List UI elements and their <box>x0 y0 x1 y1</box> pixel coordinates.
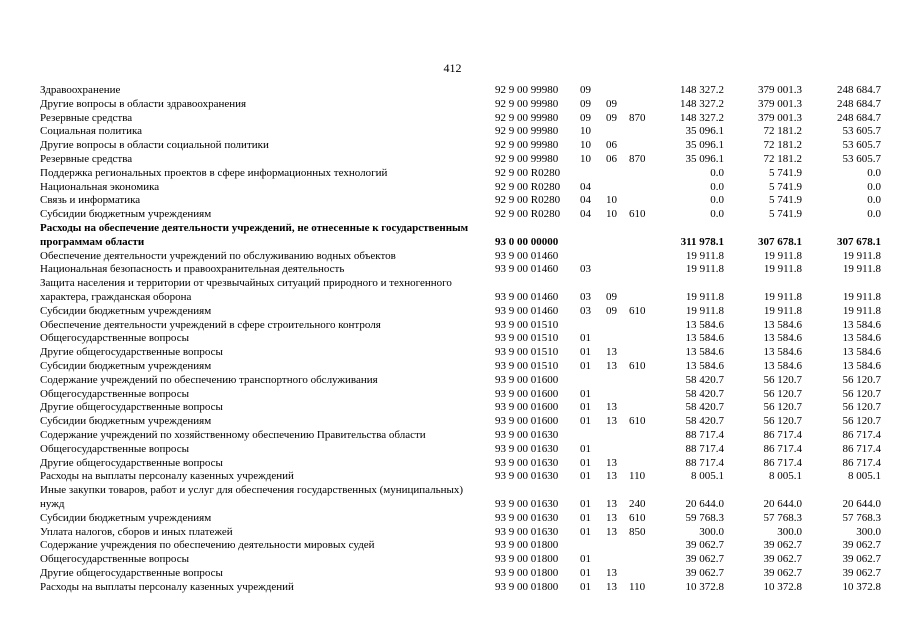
row-code: 93 9 00 01630 <box>495 497 559 510</box>
row-section: 04 <box>580 208 591 221</box>
row-subsection: 13 <box>606 415 617 428</box>
row-value-year3: 56 120.7 <box>842 415 881 428</box>
row-code: 93 9 00 01630 <box>495 511 559 524</box>
row-value-year2: 379 001.3 <box>758 97 802 110</box>
table-row <box>0 263 905 277</box>
row-value-year1: 311 978.1 <box>680 235 724 248</box>
table-row <box>0 470 905 484</box>
row-value-year1: 39 062.7 <box>685 539 724 552</box>
row-code: 93 9 00 01460 <box>495 249 559 262</box>
row-value-year1: 19 911.8 <box>685 290 724 303</box>
row-value-year3: 57 768.3 <box>842 511 881 524</box>
table-row <box>0 153 905 167</box>
row-value-year3: 20 644.0 <box>842 497 881 510</box>
row-section: 04 <box>580 194 591 207</box>
row-code: 93 9 00 01510 <box>495 332 559 345</box>
row-code: 93 9 00 01460 <box>495 263 559 276</box>
row-subsection: 06 <box>606 152 617 165</box>
row-name: Субсидии бюджетным учреждениям <box>40 415 212 428</box>
row-value-year1: 0.0 <box>710 194 724 207</box>
row-value-year1: 58 420.7 <box>685 373 724 386</box>
table-row <box>0 181 905 195</box>
table-row <box>0 581 905 595</box>
row-value-year3: 0.0 <box>867 194 881 207</box>
row-value-year2: 13 584.6 <box>763 346 802 359</box>
row-value-year2: 379 001.3 <box>758 111 802 124</box>
row-value-year2: 86 717.4 <box>763 428 802 441</box>
table-row <box>0 388 905 402</box>
row-value-year1: 58 420.7 <box>685 401 724 414</box>
row-subsection: 09 <box>606 290 617 303</box>
row-section: 01 <box>580 525 591 538</box>
row-code: 93 9 00 01600 <box>495 401 559 414</box>
table-row <box>0 208 905 222</box>
row-value-year2: 56 120.7 <box>763 387 802 400</box>
row-subsection: 13 <box>606 359 617 372</box>
row-value-year1: 13 584.6 <box>685 332 724 345</box>
row-section: 09 <box>580 84 591 96</box>
row-code: 93 9 00 01630 <box>495 470 559 483</box>
row-expense-type: 110 <box>629 470 646 483</box>
row-value-year3: 19 911.8 <box>842 304 881 317</box>
row-name: Уплата налогов, сборов и иных платежей <box>40 525 233 538</box>
row-section: 01 <box>580 387 591 400</box>
row-section: 01 <box>580 497 591 510</box>
row-value-year3: 300.0 <box>856 525 881 538</box>
row-name: Общегосударственные вопросы <box>40 442 189 455</box>
row-code: 92 9 00 99980 <box>495 111 559 124</box>
row-name: Содержание учреждения по обеспечению деятельности мировых судей <box>40 539 375 552</box>
row-code: 92 9 00 99980 <box>495 139 559 152</box>
table-row <box>0 429 905 443</box>
row-expense-type: 870 <box>629 152 646 165</box>
row-value-year2: 19 911.8 <box>763 263 802 276</box>
row-section: 01 <box>580 470 591 483</box>
row-code: 93 9 00 01630 <box>495 525 559 538</box>
row-code: 93 9 00 01800 <box>495 566 559 579</box>
row-name: Резервные средства <box>40 111 133 124</box>
row-value-year3: 56 120.7 <box>842 387 881 400</box>
row-subsection: 13 <box>606 580 617 593</box>
row-name: Общегосударственные вопросы <box>40 332 189 345</box>
row-value-year2: 57 768.3 <box>763 511 802 524</box>
row-name: Субсидии бюджетным учреждениям <box>40 304 212 317</box>
row-value-year1: 13 584.6 <box>685 359 724 372</box>
row-value-year1: 35 096.1 <box>685 139 724 152</box>
row-name: Обеспечение деятельности учреждений в сфере строительного контроля <box>40 318 381 331</box>
row-code: 93 9 00 01600 <box>495 415 559 428</box>
row-section: 10 <box>580 152 591 165</box>
row-section: 01 <box>580 553 591 566</box>
row-code: 92 9 00 99980 <box>495 152 559 165</box>
row-value-year2: 8 005.1 <box>769 470 802 483</box>
table-row <box>0 250 905 264</box>
row-value-year3: 19 911.8 <box>842 263 881 276</box>
row-subsection: 09 <box>606 111 617 124</box>
row-expense-type: 610 <box>629 511 646 524</box>
row-value-year2: 56 120.7 <box>763 415 802 428</box>
row-value-year1: 88 717.4 <box>685 442 724 455</box>
row-subsection: 09 <box>606 304 617 317</box>
row-value-year1: 58 420.7 <box>685 415 724 428</box>
row-section: 01 <box>580 332 591 345</box>
row-name: Резервные средства <box>40 152 133 165</box>
row-value-year1: 148 327.2 <box>680 97 724 110</box>
row-name: Национальная безопасность и правоохранительная деятельность <box>40 263 345 276</box>
row-section: 01 <box>580 415 591 428</box>
table-row <box>0 222 905 250</box>
row-value-year1: 148 327.2 <box>680 84 724 96</box>
table-row <box>0 443 905 457</box>
row-section: 03 <box>580 263 591 276</box>
table-row <box>0 374 905 388</box>
row-value-year2: 13 584.6 <box>763 359 802 372</box>
row-value-year3: 86 717.4 <box>842 456 881 469</box>
row-subsection: 13 <box>606 525 617 538</box>
row-section: 01 <box>580 401 591 414</box>
table-row <box>0 319 905 333</box>
row-name: Другие общегосударственные вопросы <box>40 401 223 414</box>
table-row <box>0 332 905 346</box>
row-subsection: 13 <box>606 456 617 469</box>
row-name: Другие вопросы в области социальной политики <box>40 139 269 152</box>
table-row <box>0 139 905 153</box>
row-value-year2: 307 678.1 <box>758 235 802 248</box>
row-value-year3: 56 120.7 <box>842 373 881 386</box>
row-name: Субсидии бюджетным учреждениям <box>40 511 212 524</box>
page-number: 412 <box>443 61 462 75</box>
row-section: 03 <box>580 304 591 317</box>
row-code: 93 9 00 01630 <box>495 428 559 441</box>
row-value-year3: 53 605.7 <box>842 152 881 165</box>
row-value-year2: 19 911.8 <box>763 304 802 317</box>
table-row <box>0 98 905 112</box>
table-row <box>0 415 905 429</box>
table-row <box>0 305 905 319</box>
row-code: 93 9 00 01460 <box>495 290 559 303</box>
row-value-year3: 53 605.7 <box>842 125 881 138</box>
row-name: Другие общегосударственные вопросы <box>40 346 223 359</box>
row-value-year1: 35 096.1 <box>685 125 724 138</box>
row-expense-type: 850 <box>629 525 646 538</box>
row-value-year2: 86 717.4 <box>763 456 802 469</box>
row-subsection: 13 <box>606 346 617 359</box>
row-value-year2: 379 001.3 <box>758 84 802 96</box>
row-value-year3: 39 062.7 <box>842 566 881 579</box>
row-expense-type: 610 <box>629 208 646 221</box>
row-value-year1: 19 911.8 <box>685 263 724 276</box>
row-value-year2: 13 584.6 <box>763 332 802 345</box>
table-row <box>0 167 905 181</box>
row-name: Общегосударственные вопросы <box>40 553 189 566</box>
row-value-year2: 39 062.7 <box>763 566 802 579</box>
row-code: 93 9 00 01510 <box>495 346 559 359</box>
row-section: 01 <box>580 442 591 455</box>
row-subsection: 10 <box>606 194 617 207</box>
row-name: Связь и информатика <box>40 194 141 207</box>
row-code: 92 9 00 R0280 <box>495 194 561 207</box>
row-code: 93 9 00 01460 <box>495 304 559 317</box>
row-section: 01 <box>580 359 591 372</box>
row-name: Общегосударственные вопросы <box>40 387 189 400</box>
row-value-year2: 20 644.0 <box>763 497 802 510</box>
row-value-year2: 86 717.4 <box>763 442 802 455</box>
row-value-year1: 8 005.1 <box>691 470 724 483</box>
row-value-year3: 13 584.6 <box>842 346 881 359</box>
row-section: 03 <box>580 290 591 303</box>
row-name: Расходы на выплаты персоналу казенных учреждений <box>40 580 294 593</box>
row-value-year3: 0.0 <box>867 166 881 179</box>
row-value-year3: 13 584.6 <box>842 359 881 372</box>
row-value-year2: 72 181.2 <box>763 125 802 138</box>
row-value-year3: 39 062.7 <box>842 553 881 566</box>
row-value-year3: 19 911.8 <box>842 290 881 303</box>
row-expense-type: 870 <box>629 111 646 124</box>
row-value-year3: 19 911.8 <box>842 249 881 262</box>
row-code: 93 9 00 01800 <box>495 580 559 593</box>
row-code: 93 9 00 01630 <box>495 456 559 469</box>
row-name: Здравоохранение <box>40 84 121 96</box>
row-code: 93 9 00 01510 <box>495 359 559 372</box>
table-row <box>0 539 905 553</box>
row-subsection: 09 <box>606 97 617 110</box>
row-value-year1: 10 372.8 <box>685 580 724 593</box>
row-value-year1: 88 717.4 <box>685 428 724 441</box>
row-section: 09 <box>580 111 591 124</box>
row-name: Другие общегосударственные вопросы <box>40 566 223 579</box>
row-subsection: 10 <box>606 208 617 221</box>
row-expense-type: 610 <box>629 415 646 428</box>
row-section: 01 <box>580 511 591 524</box>
table-row <box>0 84 905 98</box>
table-row <box>0 346 905 360</box>
row-value-year3: 10 372.8 <box>842 580 881 593</box>
row-expense-type: 610 <box>629 359 646 372</box>
row-section: 01 <box>580 566 591 579</box>
row-name: Расходы на обеспечение деятельности учреждений, не отнесенные к государственным программам области <box>40 221 469 248</box>
row-value-year3: 86 717.4 <box>842 428 881 441</box>
row-value-year1: 20 644.0 <box>685 497 724 510</box>
row-value-year2: 72 181.2 <box>763 152 802 165</box>
row-code: 92 9 00 R0280 <box>495 180 561 193</box>
row-value-year1: 0.0 <box>710 208 724 221</box>
row-expense-type: 110 <box>629 580 646 593</box>
row-expense-type: 610 <box>629 304 646 317</box>
row-value-year2: 5 741.9 <box>769 208 802 221</box>
table-row <box>0 526 905 540</box>
row-value-year3: 53 605.7 <box>842 139 881 152</box>
row-value-year1: 39 062.7 <box>685 566 724 579</box>
row-value-year3: 0.0 <box>867 208 881 221</box>
budget-table <box>0 84 905 594</box>
row-value-year2: 19 911.8 <box>763 249 802 262</box>
row-expense-type: 240 <box>629 497 646 510</box>
row-code: 92 9 00 R0280 <box>495 166 561 179</box>
row-name: Другие вопросы в области здравоохранения <box>40 97 247 110</box>
row-name: Социальная политика <box>40 125 143 138</box>
row-value-year2: 19 911.8 <box>763 290 802 303</box>
row-value-year1: 35 096.1 <box>685 152 724 165</box>
row-code: 93 9 00 01600 <box>495 387 559 400</box>
table-row <box>0 401 905 415</box>
row-section: 01 <box>580 580 591 593</box>
row-subsection: 13 <box>606 470 617 483</box>
row-value-year2: 72 181.2 <box>763 139 802 152</box>
row-value-year2: 56 120.7 <box>763 373 802 386</box>
table-row <box>0 567 905 581</box>
row-name: Субсидии бюджетным учреждениям <box>40 208 212 221</box>
row-name: Другие общегосударственные вопросы <box>40 456 223 469</box>
table-row <box>0 512 905 526</box>
row-section: 01 <box>580 346 591 359</box>
row-name: Защита населения и территории от чрезвычайных ситуаций природного и техногенного характера, гражданская оборона <box>40 277 452 303</box>
row-code: 93 9 00 01800 <box>495 539 559 552</box>
row-code: 92 9 00 R0280 <box>495 208 561 221</box>
table-row <box>0 553 905 567</box>
row-subsection: 13 <box>606 401 617 414</box>
row-value-year1: 13 584.6 <box>685 318 724 331</box>
row-value-year2: 39 062.7 <box>763 553 802 566</box>
row-value-year1: 148 327.2 <box>680 111 724 124</box>
row-value-year2: 13 584.6 <box>763 318 802 331</box>
row-value-year2: 5 741.9 <box>769 194 802 207</box>
row-subsection: 13 <box>606 497 617 510</box>
table-row <box>0 360 905 374</box>
row-code: 93 9 00 01630 <box>495 442 559 455</box>
row-value-year1: 58 420.7 <box>685 387 724 400</box>
row-value-year3: 86 717.4 <box>842 442 881 455</box>
row-value-year1: 0.0 <box>710 180 724 193</box>
row-section: 09 <box>580 97 591 110</box>
row-name: Национальная экономика <box>40 180 160 193</box>
row-subsection: 06 <box>606 139 617 152</box>
row-subsection: 13 <box>606 511 617 524</box>
row-section: 10 <box>580 125 591 138</box>
row-name: Расходы на выплаты персоналу казенных учреждений <box>40 470 294 483</box>
row-value-year3: 0.0 <box>867 180 881 193</box>
row-value-year1: 39 062.7 <box>685 553 724 566</box>
row-value-year1: 19 911.8 <box>685 304 724 317</box>
row-value-year1: 59 768.3 <box>685 511 724 524</box>
row-value-year2: 5 741.9 <box>769 166 802 179</box>
row-value-year2: 39 062.7 <box>763 539 802 552</box>
row-value-year1: 19 911.8 <box>685 249 724 262</box>
row-section: 04 <box>580 180 591 193</box>
table-row <box>0 194 905 208</box>
row-code: 93 0 00 00000 <box>495 235 559 248</box>
row-name: Содержание учреждений по хозяйственному обеспечению Правительства области <box>40 428 426 441</box>
table-row <box>0 277 905 305</box>
row-value-year3: 307 678.1 <box>837 235 881 248</box>
row-value-year1: 300.0 <box>699 525 724 538</box>
table-row <box>0 484 905 512</box>
row-code: 93 9 00 01510 <box>495 318 559 331</box>
row-name: Содержание учреждений по обеспечению транспортного обслуживания <box>40 373 378 386</box>
row-code: 92 9 00 99980 <box>495 97 559 110</box>
row-value-year3: 13 584.6 <box>842 332 881 345</box>
row-section: 01 <box>580 456 591 469</box>
row-code: 92 9 00 99980 <box>495 84 559 96</box>
row-name: Субсидии бюджетным учреждениям <box>40 359 212 372</box>
row-value-year3: 248 684.7 <box>837 84 881 96</box>
row-value-year1: 88 717.4 <box>685 456 724 469</box>
row-value-year2: 300.0 <box>777 525 802 538</box>
row-code: 92 9 00 99980 <box>495 125 559 138</box>
row-value-year1: 0.0 <box>710 166 724 179</box>
row-value-year1: 13 584.6 <box>685 346 724 359</box>
row-subsection: 13 <box>606 566 617 579</box>
table-row <box>0 457 905 471</box>
row-name: Иные закупки товаров, работ и услуг для обеспечения государственных (муниципальных) нужд <box>40 484 464 510</box>
table-row <box>0 112 905 126</box>
row-value-year3: 248 684.7 <box>837 97 881 110</box>
row-value-year3: 248 684.7 <box>837 111 881 124</box>
row-value-year3: 8 005.1 <box>848 470 881 483</box>
row-value-year2: 56 120.7 <box>763 401 802 414</box>
row-value-year3: 56 120.7 <box>842 401 881 414</box>
row-value-year3: 39 062.7 <box>842 539 881 552</box>
row-name: Обеспечение деятельности учреждений по обслуживанию водных объектов <box>40 249 396 262</box>
table-row <box>0 125 905 139</box>
row-value-year2: 5 741.9 <box>769 180 802 193</box>
row-section: 10 <box>580 139 591 152</box>
row-code: 93 9 00 01600 <box>495 373 559 386</box>
row-code: 93 9 00 01800 <box>495 553 559 566</box>
row-value-year2: 10 372.8 <box>763 580 802 593</box>
row-value-year3: 13 584.6 <box>842 318 881 331</box>
row-name: Поддержка региональных проектов в сфере информационных технологий <box>40 166 388 179</box>
